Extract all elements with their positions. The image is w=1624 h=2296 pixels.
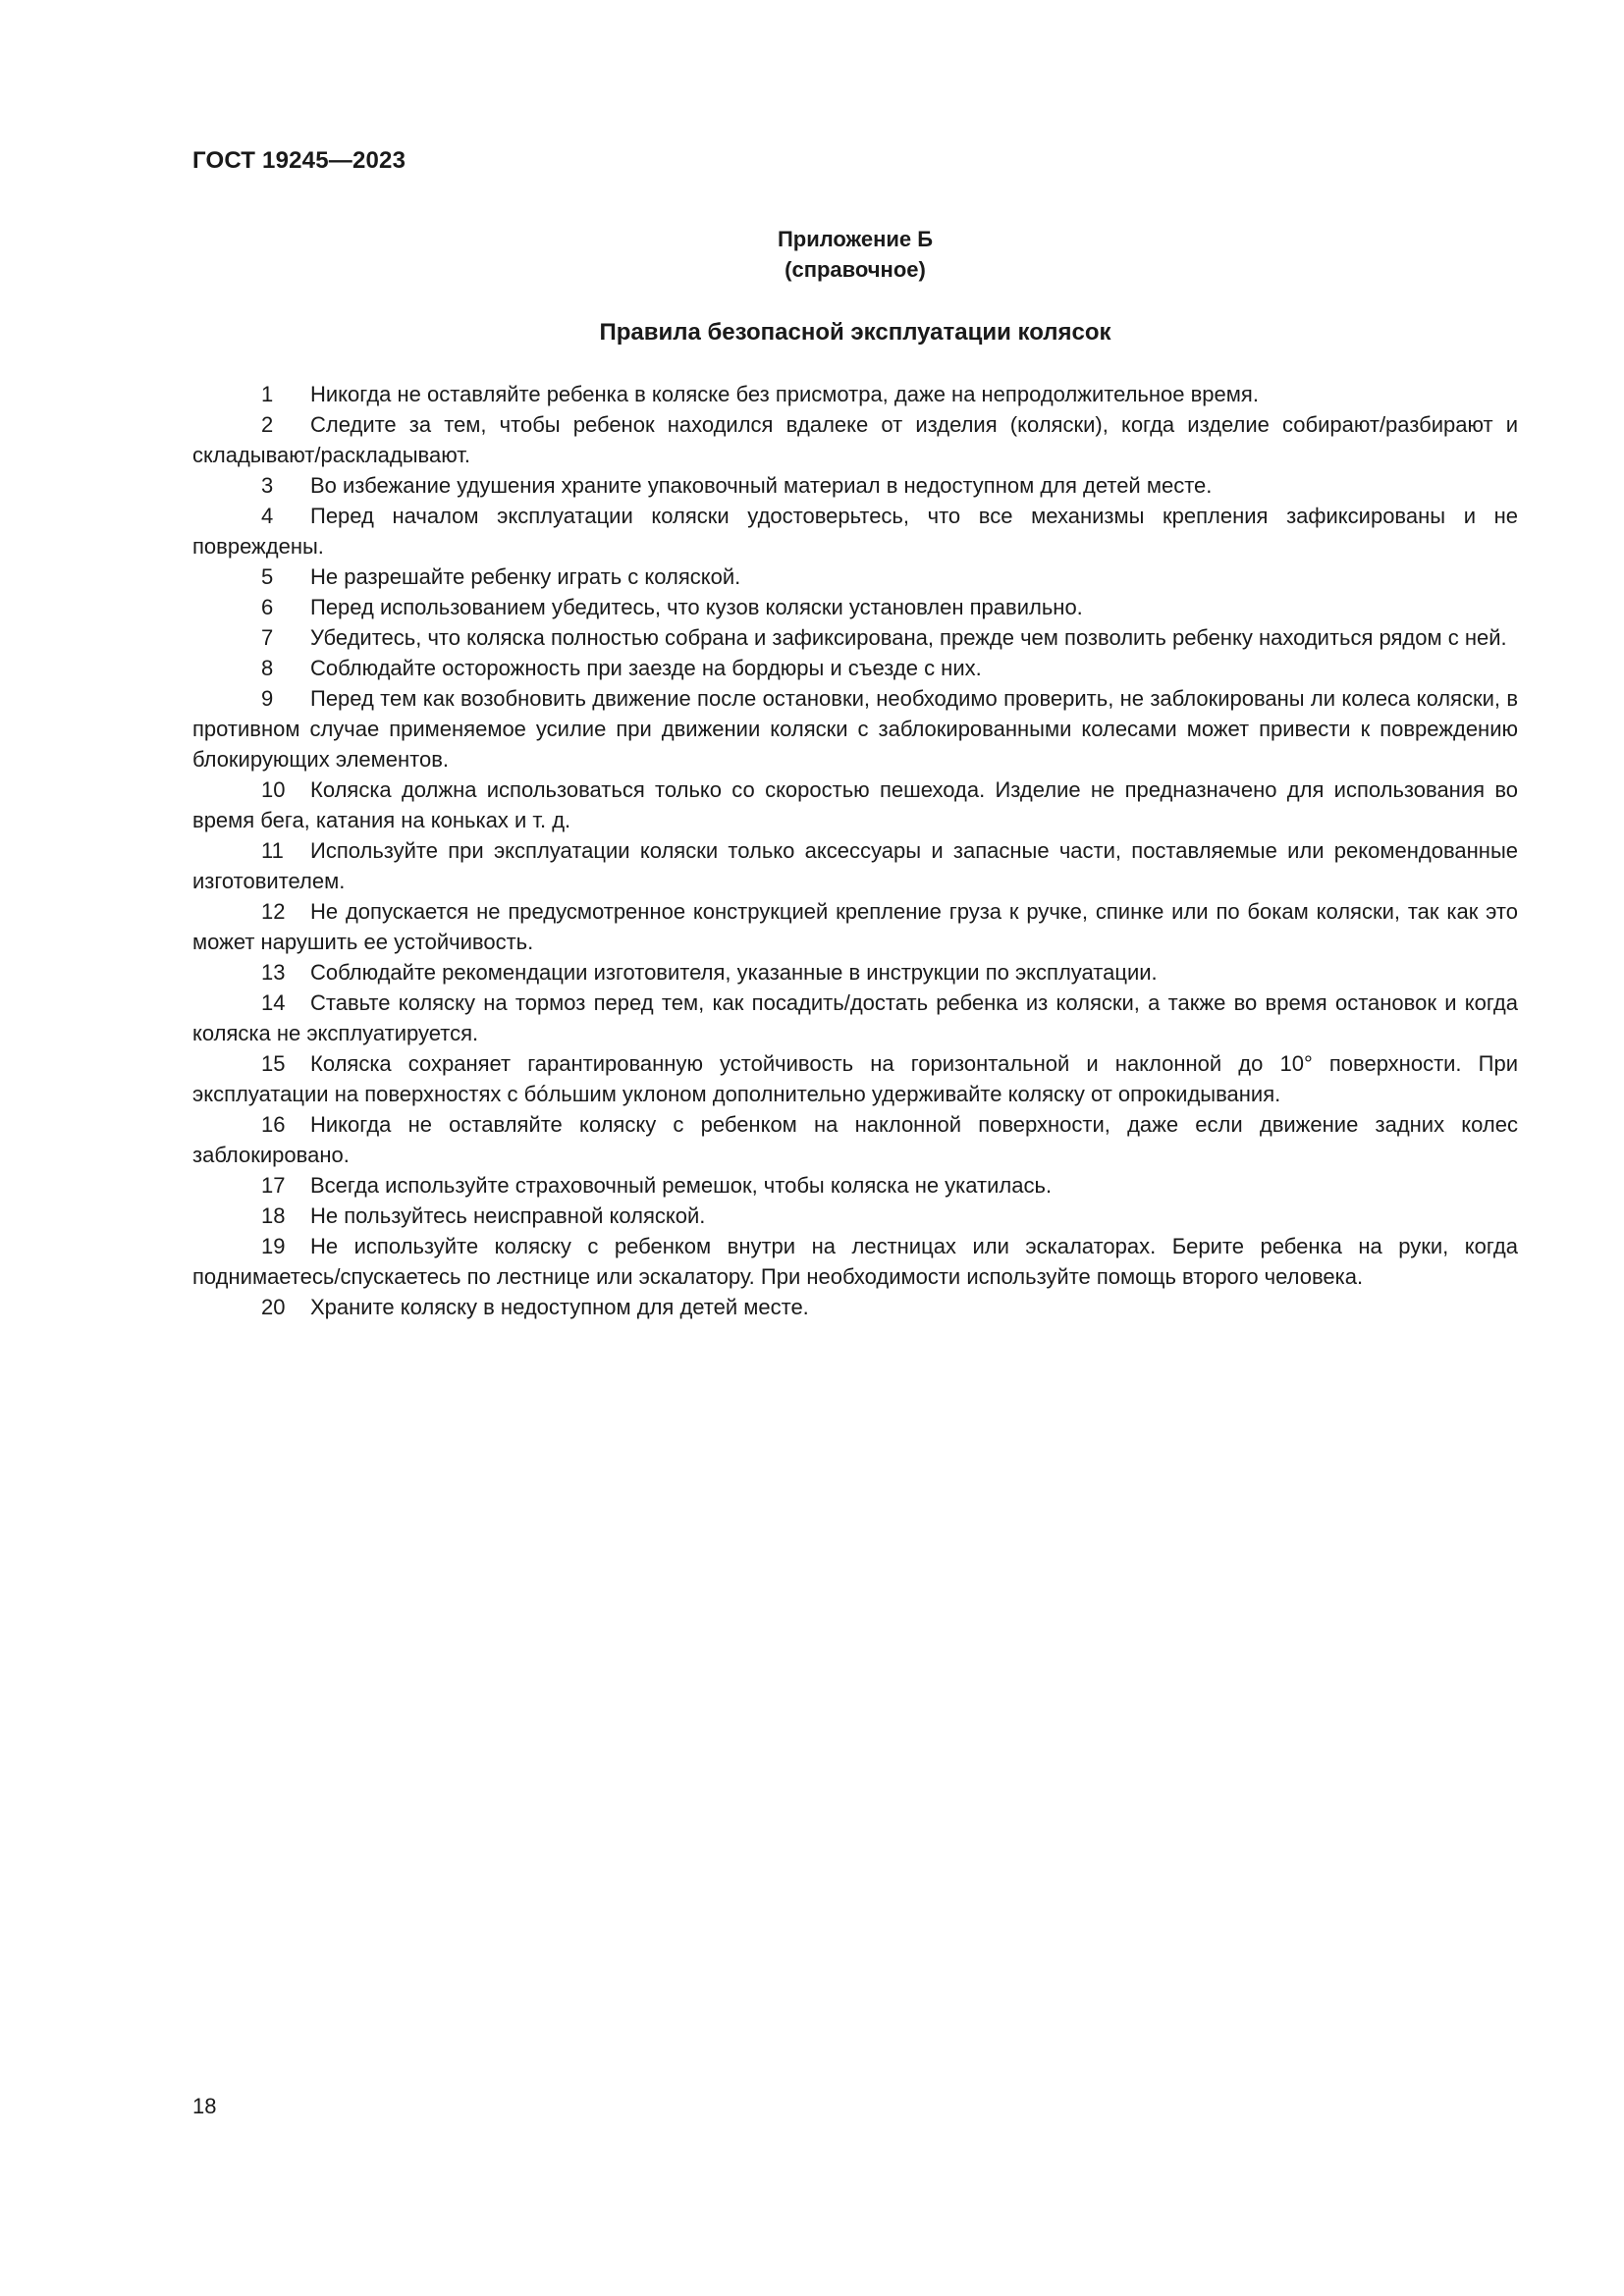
rule-text: Всегда используйте страховочный ремешок, чтобы коляска не укатилась.: [310, 1173, 1053, 1198]
rule-item: [192, 592, 1518, 622]
rule-item: [192, 957, 1518, 988]
rule-text: Никогда не оставляйте коляску с ребенком на наклонной поверхности, даже если движение задних колес заблокировано.: [192, 1112, 1518, 1167]
rule-item: [192, 1048, 1518, 1109]
rule-text: Коляска должна использоваться только со скоростью пешехода. Изделие не предназначено для использования во время бега, катания на коньках и т. д.: [192, 777, 1518, 832]
rule-number: 4: [261, 504, 274, 528]
rule-number: 16: [261, 1112, 286, 1137]
rule-number: 18: [261, 1203, 286, 1228]
rule-number: 20: [261, 1295, 286, 1319]
rule-item: [192, 1292, 1518, 1322]
rule-number: 8: [261, 656, 274, 680]
rule-item: [192, 470, 1518, 501]
page-number: 18: [192, 2094, 217, 2118]
rule-number: 3: [261, 473, 274, 498]
section-title: Правила безопасной эксплуатации колясок: [599, 319, 1111, 346]
rule-number: 11: [261, 838, 284, 863]
rule-text: Коляска сохраняет гарантированную устойчивость на горизонтальной и наклонной до 10° поверхности. При эксплуатации на поверхностях с бóльшим уклоном дополнительно удерживайте коляску от опрокидывания.: [192, 1051, 1518, 1106]
rule-number: 17: [261, 1173, 286, 1198]
rule-text: Ставьте коляску на тормоз перед тем, как посадить/достать ребенка из коляски, а также во время остановок и когда коляска не эксплуатируется.: [192, 990, 1518, 1045]
rule-number: 6: [261, 595, 274, 619]
rule-number: 2: [261, 412, 274, 437]
rule-number: 10: [261, 777, 286, 802]
rule-item: [192, 896, 1518, 957]
rule-item: [192, 1109, 1518, 1170]
annex-kind: (справочное): [785, 257, 926, 282]
rule-item: [192, 409, 1518, 470]
rule-number: 14: [261, 990, 286, 1015]
annex-heading: [192, 224, 1518, 285]
rule-number: 7: [261, 625, 274, 650]
rule-text: Не допускается не предусмотренное конструкцией крепление груза к ручке, спинке или по бокам коляски, так как это может нарушить ее устойчивость.: [192, 899, 1518, 954]
rule-item: [192, 835, 1518, 896]
rule-item: [192, 1231, 1518, 1292]
rule-text: Не используйте коляску с ребенком внутри на лестницах или эскалаторах. Берите ребенка на руки, когда поднимаетесь/спускаетесь по лестнице или эскалатору. При необходимости используйте помощь второго человека.: [192, 1234, 1518, 1289]
rule-text: Во избежание удушения храните упаковочный материал в недоступном для детей месте.: [310, 473, 1213, 498]
rule-number: 15: [261, 1051, 286, 1076]
rule-text: Храните коляску в недоступном для детей месте.: [310, 1295, 809, 1319]
rule-item: [192, 774, 1518, 835]
rule-number: 1: [261, 382, 274, 406]
rule-text: Соблюдайте осторожность при заезде на бордюры и съезде с них.: [310, 656, 982, 680]
rule-text: Перед началом эксплуатации коляски удостоверьтесь, что все механизмы крепления зафиксированы и не повреждены.: [192, 504, 1518, 559]
rule-text: Не пользуйтесь неисправной коляской.: [310, 1203, 706, 1228]
rule-item: [192, 683, 1518, 774]
rule-item: [192, 988, 1518, 1048]
rule-text: Используйте при эксплуатации коляски только аксессуары и запасные части, поставляемые или рекомендованные изготовителем.: [192, 838, 1518, 893]
rule-text: Перед использованием убедитесь, что кузов коляски установлен правильно.: [310, 595, 1083, 619]
rule-number: 13: [261, 960, 286, 985]
rule-item: [192, 653, 1518, 683]
rule-number: 12: [261, 899, 286, 924]
rule-number: 5: [261, 564, 274, 589]
rule-text: Следите за тем, чтобы ребенок находился вдалеке от изделия (коляски), когда изделие собирают/разбирают и складывают/раскладывают.: [192, 412, 1518, 467]
rule-text: Соблюдайте рекомендации изготовителя, указанные в инструкции по эксплуатации.: [310, 960, 1158, 985]
document-code: ГОСТ 19245—2023: [192, 147, 406, 174]
rule-item: [192, 501, 1518, 561]
rule-text: Убедитесь, что коляска полностью собрана и зафиксирована, прежде чем позволить ребенку находиться рядом с ней.: [310, 625, 1507, 650]
annex-label: Приложение Б: [777, 227, 934, 251]
rule-item: [192, 561, 1518, 592]
rule-item: [192, 1170, 1518, 1201]
rule-text: Не разрешайте ребенку играть с коляской.: [310, 564, 741, 589]
rule-item: [192, 379, 1518, 409]
rule-text: Перед тем как возобновить движение после остановки, необходимо проверить, не заблокированы ли колеса коляски, в противном случае применяемое усилие при движении коляски с заблокированными колесами может привести к повреждению блокирующих элементов.: [192, 686, 1518, 772]
rule-number: 19: [261, 1234, 286, 1258]
rules-list: [192, 379, 1518, 1322]
rule-item: [192, 1201, 1518, 1231]
rule-item: [192, 622, 1518, 653]
rule-text: Никогда не оставляйте ребенка в коляске без присмотра, даже на непродолжительное время.: [310, 382, 1259, 406]
rule-number: 9: [261, 686, 274, 711]
